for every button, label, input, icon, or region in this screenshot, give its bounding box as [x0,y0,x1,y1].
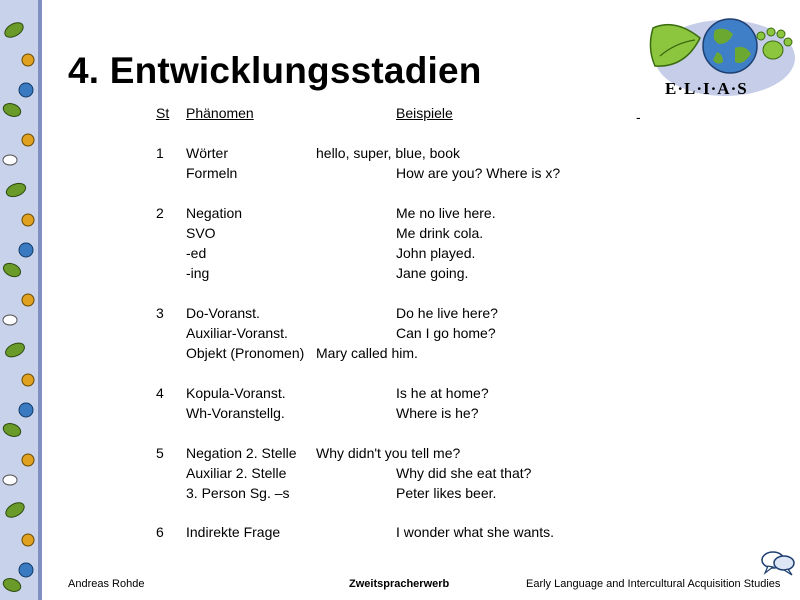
row-example: Why didn't you tell me? [316,445,461,461]
row-phenomenon: -ed [186,245,207,261]
row-phenomenon: Negation 2. Stelle [186,445,297,461]
row-example: Mary called him. [316,345,418,361]
row-example: Where is he? [396,405,479,421]
row-stage: 5 [156,445,164,461]
speech-bubbles-icon [760,550,796,576]
header-examples: Beispiele [396,105,453,121]
row-phenomenon: Indirekte Frage [186,524,281,540]
decorative-side-strip [0,0,42,600]
row-phenomenon: -ing [186,265,210,281]
row-phenomenon: SVO [186,225,216,241]
side-strip-pattern [0,0,42,600]
stray-mark: - [636,109,641,125]
row-example: Is he at home? [396,385,489,401]
row-example: Me drink cola. [396,225,484,241]
row-example: How are you? Where is x? [396,165,561,181]
row-stage: 2 [156,205,164,221]
row-phenomenon: Wörter [186,145,228,161]
row-phenomenon: Auxiliar 2. Stelle [186,465,287,481]
row-phenomenon: Kopula-Voranst. [186,385,286,401]
row-example: hello, super, blue, book [316,145,460,161]
row-example: I wonder what she wants. [396,524,554,540]
row-phenomenon: Auxiliar-Voranst. [186,325,288,341]
row-example: Me no live here. [396,205,496,221]
row-stage: 6 [156,524,164,540]
row-example: Why did she eat that? [396,465,532,481]
row-example: Peter likes beer. [396,485,497,501]
row-phenomenon: Negation [186,205,243,221]
row-example: Jane going. [396,265,469,281]
footer-author: Andreas Rohde [68,578,145,590]
side-strip-rail [38,0,42,600]
row-phenomenon: Wh-Voranstellg. [186,405,285,421]
row-phenomenon: 3. Person Sg. –s [186,485,290,501]
row-example: Can I go home? [396,325,496,341]
row-phenomenon: Formeln [186,165,238,181]
row-example: John played. [396,245,476,261]
row-example: Do he live here? [396,305,498,321]
footer-topic: Zweitspracherwerb [349,578,450,590]
footer-project: Early Language and Intercultural Acquisition Studies [526,578,781,590]
page-title: 4. Entwicklungsstadien [68,50,482,91]
row-stage: 3 [156,305,164,321]
row-stage: 4 [156,385,164,401]
row-stage: 1 [156,145,164,161]
header-phenomenon: Phänomen [186,105,254,121]
row-phenomenon: Objekt (Pronomen) [186,345,305,361]
logo-text: E·L·I·A·S [665,79,748,98]
header-stage: St [156,105,170,121]
row-phenomenon: Do-Voranst. [186,305,260,321]
